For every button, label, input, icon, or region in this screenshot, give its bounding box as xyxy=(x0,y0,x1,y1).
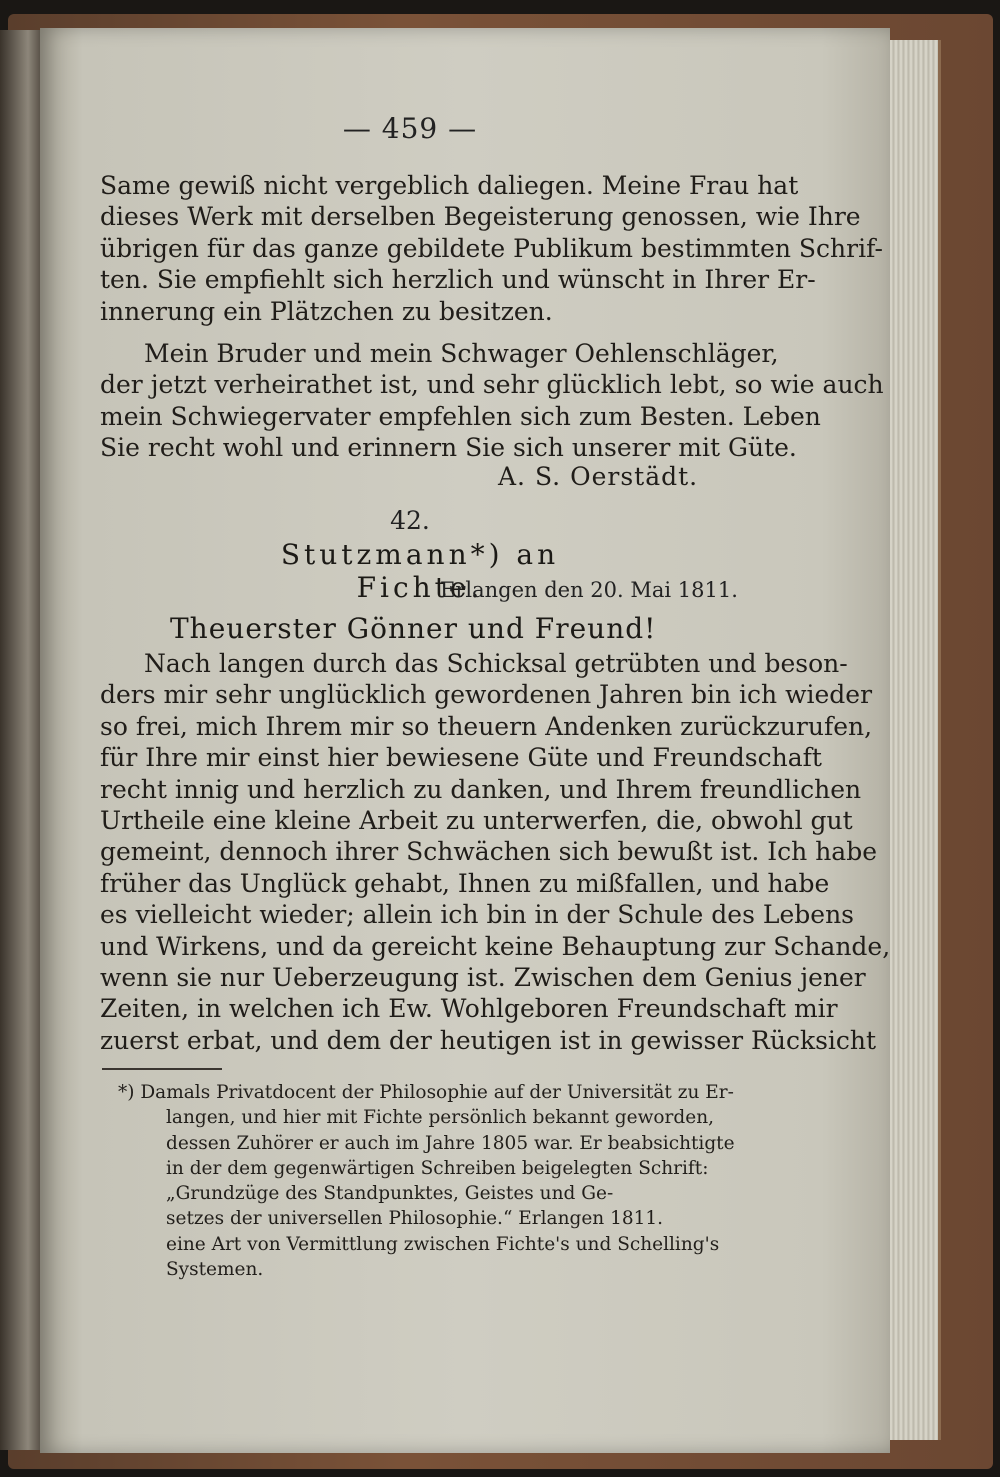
text-line: mein Schwiegervater empfehlen sich zum Besten. Leben xyxy=(100,401,821,431)
text-line: Mein Bruder und mein Schwager Oehlenschläger, xyxy=(144,339,779,368)
salutation: Theuerster Gönner und Freund! xyxy=(170,612,657,645)
footnote-line: Systemen. xyxy=(166,1259,264,1281)
footnote-line: langen, und hier mit Fichte persönlich bekannt geworden, xyxy=(166,1107,714,1129)
footnote-line: eine Art von Vermittlung zwischen Fichte's und Schelling's xyxy=(166,1233,720,1255)
text-line: ten. Sie empfiehlt sich herzlich und wünscht in Ihrer Er- xyxy=(100,265,816,295)
text-line: der jetzt verheirathet ist, und sehr glücklich lebt, so wie auch xyxy=(100,370,884,400)
text-line: Sie recht wohl und erinnern Sie sich unserer mit Güte. xyxy=(100,433,797,463)
footnote-line: setzes der universellen Philosophie.“ Erlangen 1811. xyxy=(166,1208,664,1230)
page-number: — 459 — xyxy=(342,112,478,145)
text-line: wenn sie nur Ueberzeugung ist. Zwischen dem Genius jener xyxy=(100,963,866,993)
paragraph-3 xyxy=(100,648,891,1056)
text-line: Urtheile eine kleine Arbeit zu unterwerfen, die, obwohl gut xyxy=(100,806,853,836)
signature: A. S. Oerstädt. xyxy=(498,462,699,491)
text-line: und Wirkens, und da gereicht keine Behauptung zur Schande, xyxy=(100,931,891,961)
text-line: innerung ein Plätzchen zu besitzen. xyxy=(100,296,553,326)
text-line: Nach langen durch das Schicksal getrübten und beson- xyxy=(144,649,848,678)
text-line: früher das Unglück gehabt, Ihnen zu mißfallen, und habe xyxy=(100,868,830,898)
page-edges xyxy=(890,40,941,1440)
footnote-line: *) Damals Privatdocent der Philosophie auf der Universität zu Er- xyxy=(118,1082,734,1103)
footnote-rule xyxy=(102,1068,222,1070)
dateline: Erlangen den 20. Mai 1811. xyxy=(440,578,738,602)
paragraph-1 xyxy=(100,170,883,327)
text-line: Zeiten, in welchen ich Ew. Wohlgeboren Freundschaft mir xyxy=(100,994,838,1024)
paragraph-2 xyxy=(100,338,884,464)
left-page-edge xyxy=(0,30,40,1450)
footnote-line: in der dem gegenwärtigen Schreiben beigelegten Schrift: xyxy=(166,1157,709,1179)
text-line: es vielleicht wieder; allein ich bin in der Schule des Lebens xyxy=(100,900,855,930)
footnote xyxy=(100,1080,740,1282)
footnote-line: „Grundzüge des Standpunktes, Geistes und Ge- xyxy=(166,1183,614,1205)
text-line: Same gewiß nicht vergeblich daliegen. Meine Frau hat xyxy=(100,171,799,200)
text-line: dieses Werk mit derselben Begeisterung genossen, wie Ihre xyxy=(100,202,861,232)
letter-title: Stutzmann*) an Fichte. xyxy=(280,538,560,604)
text-line: ders mir sehr unglücklich gewordenen Jahren bin ich wieder xyxy=(100,680,873,710)
text-line: recht innig und herzlich zu danken, und Ihrem freundlichen xyxy=(100,774,862,804)
letter-number: 42. xyxy=(390,506,430,535)
text-line: zuerst erbat, und dem der heutigen ist in gewisser Rücksicht xyxy=(100,1025,877,1055)
text-line: so frei, mich Ihrem mir so theuern Andenken zurückzurufen, xyxy=(100,711,873,741)
text-line: für Ihre mir einst hier bewiesene Güte und Freundschaft xyxy=(100,743,822,773)
text-line: gemeint, dennoch ihrer Schwächen sich bewußt ist. Ich habe xyxy=(100,837,878,867)
text-line: übrigen für das ganze gebildete Publikum bestimmten Schrif- xyxy=(100,233,883,263)
footnote-line: dessen Zuhörer er auch im Jahre 1805 war. Er beabsichtigte xyxy=(166,1132,735,1154)
